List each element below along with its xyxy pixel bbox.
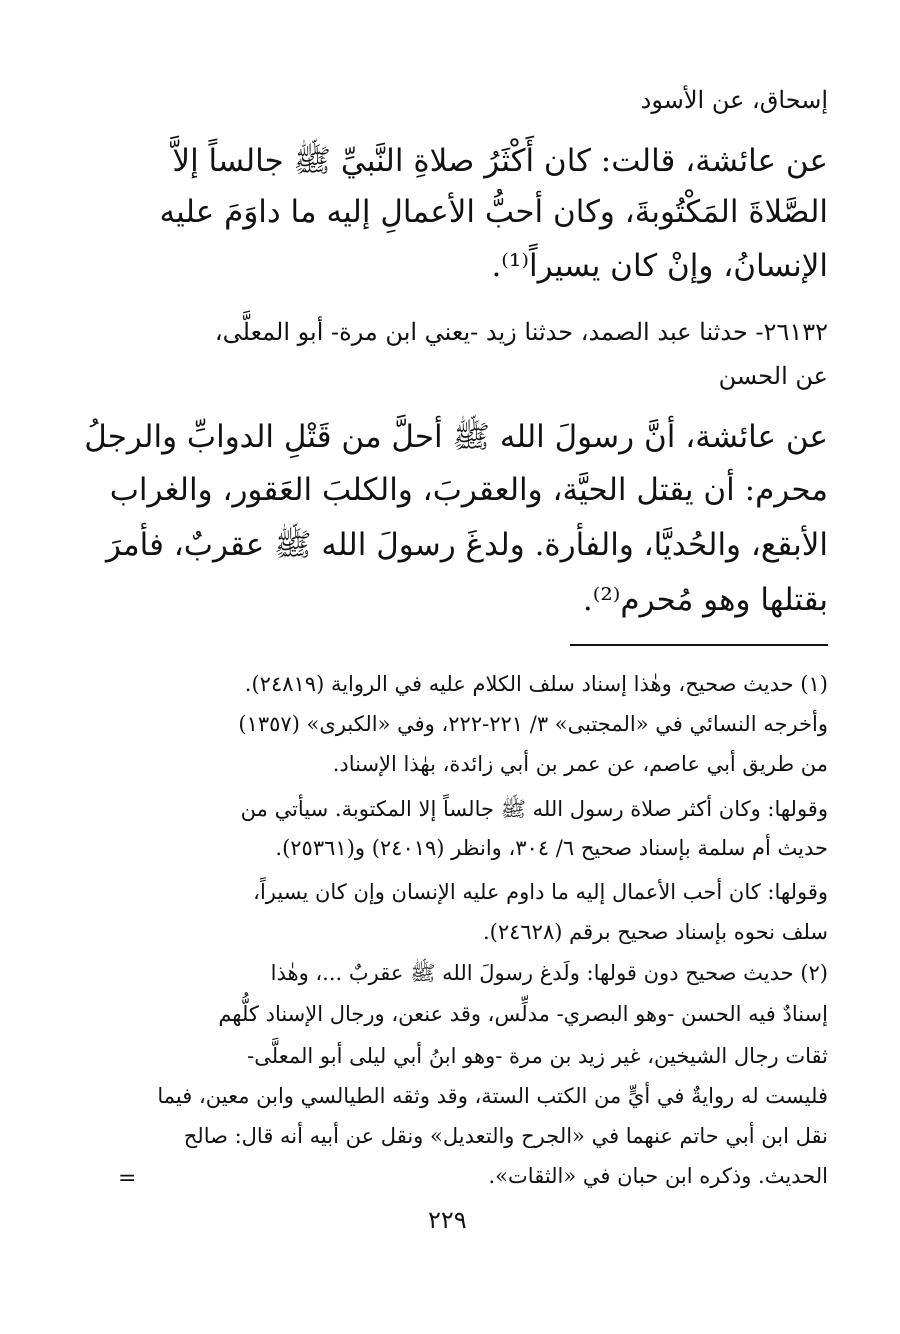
isnad-line: ٢٦١٣٢- حدثنا عبد الصمد، حدثنا زيد -يعني ابن مرة- أبو المعلَّى، — [214, 318, 828, 346]
continuation-mark: = — [118, 1166, 137, 1191]
footnote-line: نقل ابن أبي حاتم عنهما في «الجرح والتعديل» ونقل عن أبيه أنه قال: صالح — [183, 1124, 828, 1148]
footnote-line: (١) حديث صحيح، وهٰذا إسناد سلف الكلام عليه في الرواية (٢٤٨١٩). — [244, 672, 828, 696]
footnote-line: حديث أم سلمة بإسناد صحيح ٦/ ٣٠٤، وانظر (٢٤٠١٩) و(٢٥٣٦١). — [275, 836, 828, 860]
matn-line: محرم: أن يقتل الحيَّة، والعقربَ، والكلبَ العَقور، والغراب — [109, 472, 828, 508]
footnote-separator — [570, 644, 828, 646]
matn-line: الأبقع، والحُديَّا، والفأرة. ولدغَ رسولَ الله ﷺ عقربٌ، فأمرَ — [105, 527, 828, 563]
footnote-line: وقولها: وكان أكثر صلاة رسول الله ﷺ جالساً إلا المكتوبة. سيأتي من — [240, 797, 828, 821]
page-number: ٢٢٩ — [428, 1206, 467, 1234]
isnad-line: إسحاق، عن الأسود — [640, 86, 828, 114]
footnote-line: (٢) حديث صحيح دون قولها: ولَدغ رسولَ الله ﷺ عقربٌ ...، وهٰذا — [270, 961, 828, 985]
matn-line: الإنسانُ، وإنْ كان يسيراً⁽¹⁾. — [491, 248, 828, 284]
footnote-line: ثقات رجال الشيخين، غير زيد بن مرة -وهو ابنُ أبي ليلى أبو المعلَّى- — [247, 1044, 828, 1068]
matn-line: الصَّلاةَ المَكْتُوبةَ، وكان أحبُّ الأعمالِ إليه ما داوَمَ عليه — [159, 194, 828, 230]
footnote-line: الحديث. وذكره ابن حبان في «الثقات». — [488, 1164, 828, 1188]
isnad-line: عن الحسن — [718, 362, 828, 390]
footnote-line: من طريق أبي عاصم، عن عمر بن أبي زائدة، بهٰذا الإسناد. — [332, 752, 828, 776]
matn-line: عن عائشة، أنَّ رسولَ الله ﷺ أحلَّ من قَتْلِ الدوابِّ والرجلُ — [84, 419, 828, 455]
footnote-line: سلف نحوه بإسناد صحيح برقم (٢٤٦٢٨). — [482, 920, 828, 944]
matn-line: عن عائشة، قالت: كان أَكْثَرُ صلاةِ النَّبيِّ ﷺ جالساً إلاَّ — [172, 143, 828, 179]
footnote-line: فليست له روايةٌ في أيٍّ من الكتب الستة، وقد وثقه الطيالسي وابن معين، فيما — [157, 1084, 828, 1108]
footnote-line: وأخرجه النسائي في «المجتبى» ٣/ ٢٢١-٢٢٢، وفي «الكبرى» (١٣٥٧) — [238, 712, 828, 736]
footnote-line: وقولها: كان أحب الأعمال إليه ما داوم عليه الإنسان وإن كان يسيراً، — [253, 880, 828, 904]
matn-line: بقتلها وهو مُحرم⁽²⁾. — [582, 582, 828, 618]
footnote-line: إسنادٌ فيه الحسن -وهو البصري- مدلِّس، وقد عنعن، ورجال الإسناد كلُّهم — [218, 1002, 828, 1026]
